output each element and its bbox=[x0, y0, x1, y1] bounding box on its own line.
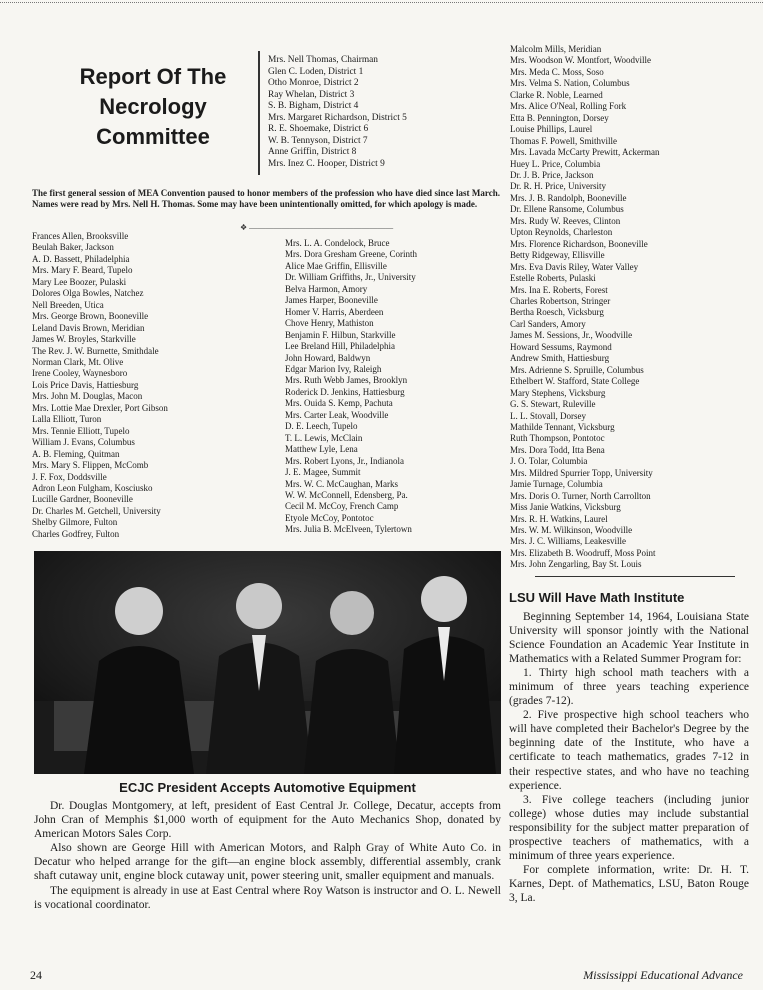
name-entry: G. S. Stewart, Ruleville bbox=[510, 399, 596, 410]
name-entry: Edgar Marion Ivy, Raleigh bbox=[285, 363, 382, 374]
name-entry: Matthew Lyle, Lena bbox=[285, 444, 358, 455]
name-entry: Homer V. Harris, Aberdeen bbox=[285, 306, 384, 317]
name-entry: Mrs. W. M. Wilkinson, Woodville bbox=[510, 525, 633, 536]
name-entry: Huey L. Price, Columbia bbox=[510, 158, 601, 169]
page-title: Report Of The Necrology Committee bbox=[79, 64, 227, 149]
committee-member: Anne Griffin, District 8 bbox=[268, 147, 357, 157]
name-entry: Mrs. Lavada McCarty Prewitt, Ackerman bbox=[510, 147, 660, 158]
name-entry: Mrs. Doris O. Turner, North Carrollton bbox=[510, 490, 651, 501]
name-entry: Mrs. John Zengarling, Bay St. Louis bbox=[510, 559, 642, 570]
name-entry: Dolores Olga Bowles, Natchez bbox=[32, 288, 144, 299]
name-entry: Estelle Roberts, Pulaski bbox=[510, 273, 596, 284]
name-entry: J. E. Magee, Summit bbox=[285, 467, 361, 478]
caption-paragraph: Also shown are George Hill with American Motors, and Ralph Gray of White Auto Co. in Decatur who helped arrange for the gift—an engine block assembly, differential assembly, crank shaft cutaway unit, engine block cutaway unit, power steering unit, smaller equipment and manuals. bbox=[34, 842, 501, 883]
group-photo bbox=[34, 551, 501, 774]
name-entry: Dr. J. B. Price, Jackson bbox=[510, 169, 594, 180]
name-entry: Howard Sessums, Raymond bbox=[510, 341, 612, 352]
name-entry: Mrs. Dora Gresham Greene, Corinth bbox=[285, 249, 417, 260]
name-entry: Dr. Charles M. Getchell, University bbox=[32, 505, 161, 516]
intro-paragraph: The first general session of MEA Convention paused to honor members of the profession who have died since last March. Names were read by Mrs. Nell H. Thomas. Some may have been unintentionally omitted, for which apology is made. bbox=[32, 188, 500, 209]
top-border bbox=[0, 2, 763, 7]
lsu-paragraph: For complete information, write: Dr. H. T. Karnes, Dept. of Mathematics, LSU, Baton Rouge 3, La. bbox=[509, 863, 749, 904]
name-entry: Charles Godfrey, Fulton bbox=[32, 528, 120, 539]
name-entry: Carl Sanders, Amory bbox=[510, 318, 586, 329]
lsu-paragraph: 3. Five college teachers (including junior college) whose duties may include substantial responsibility for the subject matter preparation of prospective teachers of mathematics, with a minimum of three years experience. bbox=[509, 793, 749, 862]
name-entry: Frances Allen, Brooksville bbox=[32, 231, 129, 241]
name-entry: Mrs. Lottie Mae Drexler, Port Gibson bbox=[32, 402, 168, 413]
lsu-paragraph: 1. Thirty high school math teachers with a minimum of three years teaching experience (grades 7-12). bbox=[509, 667, 749, 708]
name-entry: Cecil M. McCoy, French Camp bbox=[285, 501, 399, 512]
necrology-list-col3 bbox=[510, 44, 760, 571]
name-entry: Adron Leon Fulgham, Kosciusko bbox=[32, 482, 153, 493]
name-entry: Mrs. W. C. McCaughan, Marks bbox=[285, 478, 398, 489]
name-entry: Mrs. J. C. Williams, Leakesville bbox=[510, 536, 626, 547]
name-entry: Louise Phillips, Laurel bbox=[510, 124, 593, 135]
ornament-divider: ❖ —————————————————— bbox=[240, 223, 394, 232]
name-entry: James M. Sessions, Jr., Woodville bbox=[510, 330, 633, 341]
name-entry: Benjamin F. Hilbun, Starkville bbox=[285, 329, 396, 340]
name-entry: L. L. Stovall, Dorsey bbox=[510, 410, 586, 421]
name-entry: Mrs. J. B. Randolph, Booneville bbox=[510, 192, 627, 203]
name-entry: Irene Cooley, Waynesboro bbox=[32, 368, 128, 379]
committee-member: Ray Whelan, District 3 bbox=[268, 89, 355, 100]
committee-member: Otho Monroe, District 2 bbox=[268, 78, 359, 88]
page-number: 24 bbox=[30, 968, 42, 982]
name-entry: Mrs. Rudy W. Reeves, Clinton bbox=[510, 215, 621, 226]
name-entry: Dr. R. H. Price, University bbox=[510, 181, 606, 192]
name-entry: A. D. Bassett, Philadelphia bbox=[32, 253, 130, 264]
necrology-list-col1 bbox=[32, 231, 262, 540]
name-entry: Mrs. Dora Todd, Itta Bena bbox=[510, 444, 605, 455]
name-entry: Upton Reynolds, Charleston bbox=[510, 227, 613, 238]
committee-roster bbox=[268, 55, 498, 170]
committee-member: Glen C. Loden, District 1 bbox=[268, 66, 364, 77]
name-entry: Chove Henry, Mathiston bbox=[285, 318, 374, 329]
name-entry: J. F. Fox, Doddsville bbox=[32, 471, 107, 482]
name-entry: Ethelbert W. Stafford, State College bbox=[510, 376, 640, 387]
name-entry: Leland Davis Brown, Meridian bbox=[32, 322, 145, 333]
name-entry: Ruth Thompson, Pontotoc bbox=[510, 433, 605, 444]
name-entry: Mrs. Carter Leak, Woodville bbox=[285, 409, 389, 420]
photo-caption-title: ECJC President Accepts Automotive Equipment bbox=[119, 780, 416, 795]
name-entry: Mrs. Ouida S. Kemp, Pachuta bbox=[285, 398, 393, 409]
name-entry: Mrs. Florence Richardson, Booneville bbox=[510, 238, 648, 249]
name-entry: Lee Breland Hill, Philadelphia bbox=[285, 341, 395, 352]
committee-member: Mrs. Margaret Richardson, District 5 bbox=[268, 112, 407, 123]
name-entry: James W. Broyles, Starkville bbox=[32, 334, 136, 345]
name-entry: Etta B. Pennington, Dorsey bbox=[510, 112, 609, 123]
name-entry: Lois Price Davis, Hattiesburg bbox=[32, 379, 139, 390]
name-entry: Mrs. R. H. Watkins, Laurel bbox=[510, 513, 608, 524]
section-rule bbox=[535, 576, 735, 577]
name-entry: Mrs. George Brown, Booneville bbox=[32, 311, 149, 322]
committee-member: Mrs. Inez C. Hooper, District 9 bbox=[268, 158, 385, 169]
name-entry: Dr. Ellene Ransome, Columbus bbox=[510, 204, 624, 215]
name-entry: James Harper, Booneville bbox=[285, 295, 378, 306]
caption-paragraph: Dr. Douglas Montgomery, at left, president of East Central Jr. College, Decatur, accepts from John Cran of Memphis $1,000 worth of equipment for the Auto Mechanics Shop, donated by American Motors Sales Corp. bbox=[34, 800, 501, 841]
name-entry: Roderick D. Jenkins, Hattiesburg bbox=[285, 386, 405, 397]
name-entry: Mrs. Alice O'Neal, Rolling Fork bbox=[510, 101, 627, 112]
lsu-article-body bbox=[509, 610, 749, 905]
lsu-paragraph: 2. Five prospective high school teachers who will have completed their Bachelor's Degree by the beginning date of the Institute, who have a certificate to teach mathematics, grades 7-12 in their respective states, and who have no teaching experience. bbox=[509, 709, 749, 792]
name-entry: William J. Evans, Columbus bbox=[32, 437, 135, 448]
name-entry: Jamie Turnage, Columbia bbox=[510, 479, 603, 490]
name-entry: A. B. Fleming, Quitman bbox=[32, 448, 120, 459]
roster-rule bbox=[258, 51, 260, 175]
name-entry: W. W. McConnell, Edensberg, Pa. bbox=[285, 489, 408, 500]
name-entry: Mrs. Eva Davis Riley, Water Valley bbox=[510, 261, 639, 272]
committee-member: Mrs. Nell Thomas, Chairman bbox=[268, 55, 378, 65]
name-entry: Beulah Baker, Jackson bbox=[32, 242, 114, 253]
name-entry: Mrs. Mildred Spurrier Topp, University bbox=[510, 467, 653, 478]
name-entry: John Howard, Baldwyn bbox=[285, 352, 371, 363]
name-entry: Thomas F. Powell, Smithville bbox=[510, 135, 618, 146]
name-entry: Mrs. John M. Douglas, Macon bbox=[32, 391, 143, 402]
name-entry: Lucille Gardner, Booneville bbox=[32, 494, 133, 505]
name-entry: Dr. William Griffiths, Jr., University bbox=[285, 272, 416, 283]
name-entry: Clarke R. Noble, Learned bbox=[510, 89, 603, 100]
name-entry: Mrs. Tennie Elliott, Tupelo bbox=[32, 425, 130, 436]
name-entry: Mrs. Robert Lyons, Jr., Indianola bbox=[285, 455, 404, 466]
name-entry: Mrs. Velma S. Nation, Columbus bbox=[510, 78, 630, 89]
photo-illustration bbox=[34, 551, 501, 774]
name-entry: D. E. Leech, Tupelo bbox=[285, 421, 358, 432]
name-entry: Mary Lee Boozer, Pulaski bbox=[32, 276, 127, 287]
name-entry: Nell Breeden, Utica bbox=[32, 299, 104, 310]
name-entry: Mrs. Woodson W. Montfort, Woodville bbox=[510, 55, 651, 66]
name-entry: T. L. Lewis, McClain bbox=[285, 432, 363, 443]
name-entry: Betty Ridgeway, Ellisville bbox=[510, 250, 605, 261]
name-entry: Malcolm Mills, Meridian bbox=[510, 44, 602, 54]
name-entry: Norman Clark, Mt. Olive bbox=[32, 356, 124, 367]
name-entry: Miss Janie Watkins, Vicksburg bbox=[510, 502, 621, 513]
necrology-list-col2 bbox=[285, 238, 515, 536]
committee-member: W. B. Tennyson, District 7 bbox=[268, 135, 368, 146]
lsu-article-title: LSU Will Have Math Institute bbox=[509, 590, 685, 605]
name-entry: Shelby Gilmore, Fulton bbox=[32, 517, 118, 528]
name-entry: Andrew Smith, Hattiesburg bbox=[510, 353, 610, 364]
name-entry: Mathilde Tennant, Vicksburg bbox=[510, 421, 615, 432]
name-entry: Belva Harmon, Amory bbox=[285, 283, 368, 294]
name-entry: Bertha Roesch, Vicksburg bbox=[510, 307, 604, 318]
name-entry: The Rev. J. W. Burnette, Smithdale bbox=[32, 345, 159, 356]
name-entry: Mrs. Ruth Webb James, Brooklyn bbox=[285, 375, 408, 386]
photo-caption-body bbox=[34, 799, 501, 912]
name-entry: Mrs. Ina E. Roberts, Forest bbox=[510, 284, 608, 295]
publication-name: Mississippi Educational Advance bbox=[583, 968, 743, 982]
caption-paragraph: The equipment is already in use at East Central where Roy Watson is instructor and O. L. Newell is vocational coordinator. bbox=[34, 884, 501, 911]
name-entry: Mrs. Julia B. McElveen, Tylertown bbox=[285, 524, 412, 535]
name-entry: Mary Stephens, Vicksburg bbox=[510, 387, 606, 398]
name-entry: Mrs. L. A. Condelock, Bruce bbox=[285, 238, 390, 248]
name-entry: Lalla Elliott, Turon bbox=[32, 414, 102, 425]
lsu-paragraph: Beginning September 14, 1964, Louisiana State University will sponsor jointly with the National Science Foundation an Academic Year Institute in Mathematics with a Related Summer Program for: bbox=[509, 611, 749, 666]
committee-member: S. B. Bigham, District 4 bbox=[268, 101, 359, 111]
name-entry: Alice Mae Griffin, Ellisville bbox=[285, 260, 387, 271]
name-entry: J. O. Tolar, Columbia bbox=[510, 456, 588, 467]
name-entry: Mrs. Mary S. Flippen, McComb bbox=[32, 460, 149, 471]
name-entry: Mrs. Elizabeth B. Woodruff, Moss Point bbox=[510, 547, 656, 558]
name-entry: Mrs. Mary F. Beard, Tupelo bbox=[32, 265, 133, 276]
name-entry: Mrs. Meda C. Moss, Soso bbox=[510, 66, 604, 77]
name-entry: Etyole McCoy, Pontotoc bbox=[285, 512, 374, 523]
committee-member: R. E. Shoemake, District 6 bbox=[268, 124, 369, 134]
name-entry: Mrs. Adrienne S. Spruille, Columbus bbox=[510, 364, 644, 375]
name-entry: Charles Robertson, Stringer bbox=[510, 295, 611, 306]
